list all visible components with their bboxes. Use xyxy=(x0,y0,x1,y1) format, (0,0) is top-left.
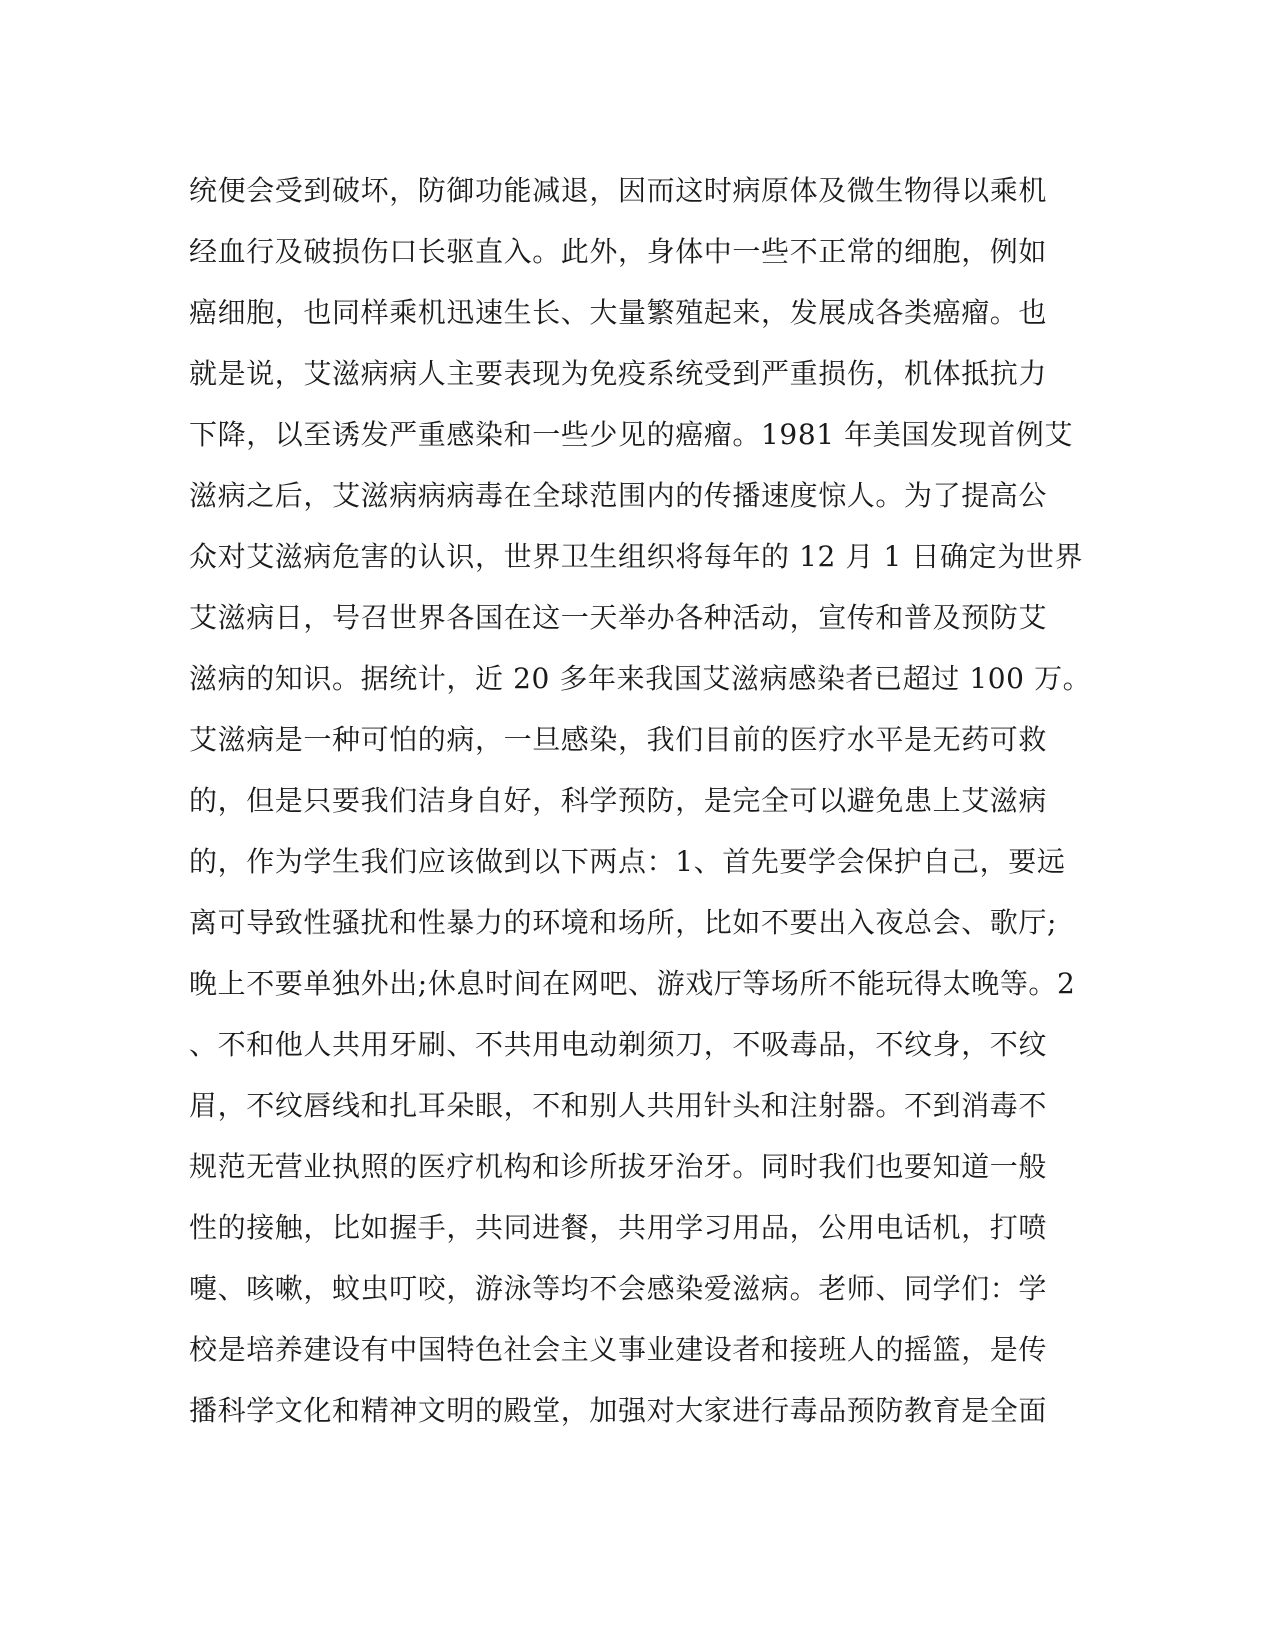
text-line: 晚上不要单独外出;休息时间在网吧、游戏厅等场所不能玩得太晚等。2 xyxy=(189,967,1076,1000)
text-line: 性的接触，比如握手，共同进餐，共用学习用品，公用电话机，打喷 xyxy=(189,1211,1048,1244)
text-line: 嚏、咳嗽，蚊虫叮咬，游泳等均不会感染爱滋病。老师、同学们：学 xyxy=(189,1272,1048,1305)
text-line: 校是培养建设有中国特色社会主义事业建设者和接班人的摇篮，是传 xyxy=(189,1333,1048,1366)
text-line: 经血行及破损伤口长驱直入。此外，身体中一些不正常的细胞，例如 xyxy=(189,235,1048,268)
text-line: 众对艾滋病危害的认识，世界卫生组织将每年的 12 月 1 日确定为世界 xyxy=(189,540,1084,573)
text-line: 艾滋病日，号召世界各国在这一天举办各种活动，宣传和普及预防艾 xyxy=(189,601,1048,634)
text-line: 的，但是只要我们洁身自好，科学预防，是完全可以避免患上艾滋病 xyxy=(189,784,1048,817)
text-line: 下降，以至诱发严重感染和一些少见的癌瘤。1981 年美国发现首例艾 xyxy=(189,418,1073,451)
body-text xyxy=(189,160,1092,1441)
text-line: 的，作为学生我们应该做到以下两点：1、首先要学会保护自己，要远 xyxy=(189,845,1066,878)
text-line: 离可导致性骚扰和性暴力的环境和场所，比如不要出入夜总会、歌厅; xyxy=(189,906,1058,939)
text-line: 、不和他人共用牙刷、不共用电动剃须刀，不吸毒品，不纹身，不纹 xyxy=(189,1028,1048,1061)
text-line: 统便会受到破坏，防御功能减退，因而这时病原体及微生物得以乘机 xyxy=(189,174,1048,207)
text-line: 癌细胞，也同样乘机迅速生长、大量繁殖起来，发展成各类癌瘤。也 xyxy=(189,296,1048,329)
text-line: 播科学文化和精神文明的殿堂，加强对大家进行毒品预防教育是全面 xyxy=(189,1394,1048,1427)
text-line: 规范无营业执照的医疗机构和诊所拔牙治牙。同时我们也要知道一般 xyxy=(189,1150,1048,1183)
text-line: 艾滋病是一种可怕的病，一旦感染，我们目前的医疗水平是无药可救 xyxy=(189,723,1048,756)
text-line: 就是说，艾滋病病人主要表现为免疫系统受到严重损伤，机体抵抗力 xyxy=(189,357,1048,390)
text-line: 眉，不纹唇线和扎耳朵眼，不和别人共用针头和注射器。不到消毒不 xyxy=(189,1089,1048,1122)
text-line: 滋病的知识。据统计，近 20 多年来我国艾滋病感染者已超过 100 万。 xyxy=(189,662,1092,695)
text-line: 滋病之后，艾滋病病病毒在全球范围内的传播速度惊人。为了提高公 xyxy=(189,479,1048,512)
